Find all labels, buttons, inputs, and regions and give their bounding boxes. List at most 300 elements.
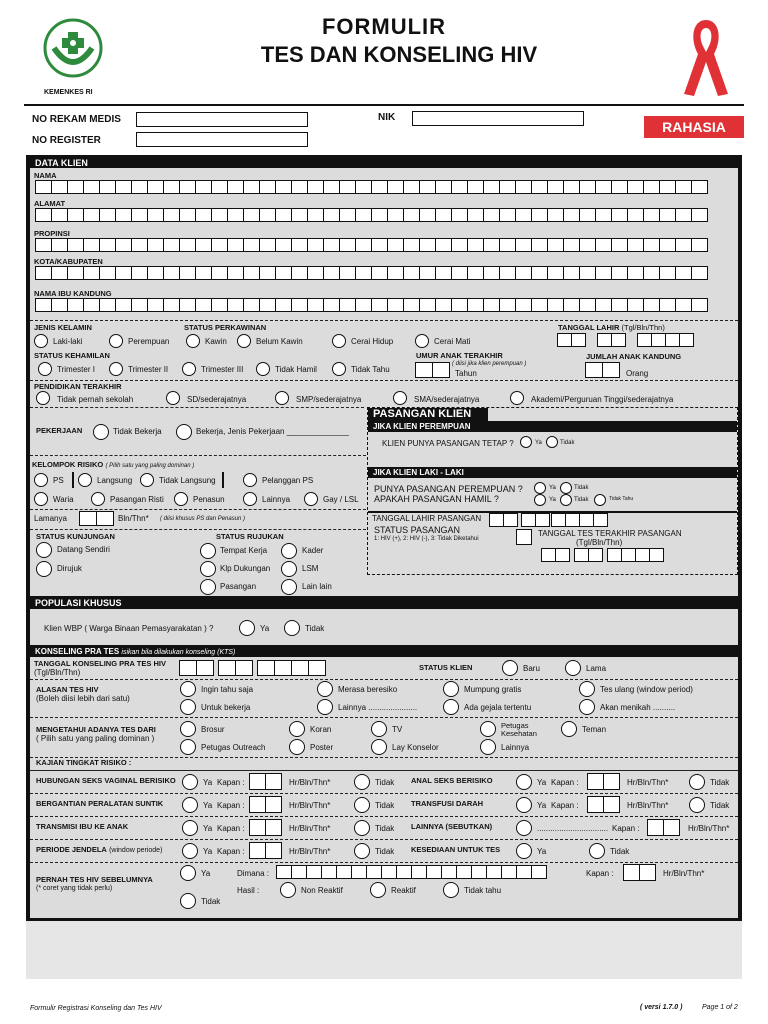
ref-ngo-label: LSM: [302, 564, 319, 573]
transfusion-no-label: Tidak: [710, 801, 730, 810]
window-label: [36, 846, 162, 854]
window-no-radio[interactable]: [354, 843, 370, 859]
job-yes-radio[interactable]: [176, 424, 192, 440]
client-status-label: STATUS KLIEN: [419, 663, 473, 672]
nik-input[interactable]: [412, 111, 584, 126]
anal-yes-label: Ya: [537, 778, 547, 787]
reason-other-label: Lainnya ......................: [338, 703, 418, 712]
anal-label: ANAL SEKS BERISIKO: [411, 776, 493, 785]
province-cells[interactable]: [36, 238, 708, 252]
divider: [30, 529, 366, 530]
has-partner-no-label: Tidak: [560, 440, 575, 446]
transfusion-when-cells[interactable]: [588, 796, 620, 813]
confidential-badge: [644, 116, 744, 138]
special-section-band: [30, 598, 738, 609]
footer-page: Page 1 of 2: [702, 1004, 738, 1011]
medical-record-label: NO REKAM MEDIS: [32, 114, 121, 125]
prev-test-unit: Hr/Bln/Thn*: [663, 869, 705, 878]
duration-unit: Bln/Thn*: [118, 514, 149, 523]
partner-dob-month-cells[interactable]: [522, 513, 550, 527]
vaginal-unit: Hr/Bln/Thn*: [289, 778, 331, 787]
duration-label: Lamanya: [34, 514, 67, 523]
children-label: JUMLAH ANAK KANDUNG: [586, 352, 682, 361]
source-label: MENGETAHUI ADANYA TES DARI: [36, 725, 156, 734]
source-poster-label: Poster: [310, 743, 334, 752]
visit-label: STATUS KUNJUNGAN: [36, 532, 115, 541]
prev-test-where-cells[interactable]: [277, 865, 547, 879]
reason-risky-radio[interactable]: [317, 681, 333, 697]
unmarried-label: Belum Kawin: [256, 337, 303, 346]
source-tv-label: TV: [392, 725, 403, 734]
mother-child-no-label: Tidak: [375, 824, 395, 833]
source-tv-radio[interactable]: [371, 721, 387, 737]
prev-test-no-radio[interactable]: [180, 893, 196, 909]
reason-curious-radio[interactable]: [180, 681, 196, 697]
source-other-radio[interactable]: [480, 739, 496, 755]
willing-no-label: Tidak: [610, 847, 630, 856]
married-radio[interactable]: [186, 334, 200, 348]
reason-free-radio[interactable]: [443, 681, 459, 697]
ref-support-radio[interactable]: [200, 561, 216, 577]
page-title-2: TES DAN KONSELING HIV: [260, 42, 538, 67]
trimester2-radio[interactable]: [109, 362, 123, 376]
reason-risky-label: Merasa beresiko: [338, 685, 398, 694]
risk-partner-label: Pasangan Risti: [110, 495, 164, 504]
gender-female-radio[interactable]: [109, 334, 123, 348]
header-rule: [24, 104, 744, 106]
risk-gay-radio[interactable]: [304, 492, 318, 506]
bottom-band: [26, 921, 742, 979]
prev-test-note: (* coret yang tidak perlu): [36, 885, 113, 892]
mother-name-cells[interactable]: [36, 298, 708, 312]
edu-smp-radio[interactable]: [275, 391, 289, 405]
partner-pregnant-unknown-label: Tidak Tahu: [609, 496, 634, 502]
partner-dob-cells[interactable]: [490, 513, 518, 527]
divider: [30, 679, 738, 680]
divider: [30, 380, 738, 381]
job-yes-label: Bekerja, Jenis Pekerjaan ______________: [196, 427, 350, 436]
transfusion-yes-label: Ya: [537, 801, 547, 810]
ref-cadre-label: Kader: [302, 546, 324, 555]
edu-sd-radio[interactable]: [166, 391, 180, 405]
pregnancy-unknown-label: Tidak Tahu: [351, 365, 390, 374]
result-dontknow-label: Tidak tahu: [464, 886, 502, 895]
source-brochure-label: Brosur: [201, 725, 225, 734]
female-partner-no-radio[interactable]: [560, 482, 572, 494]
client-old-label: Lama: [586, 664, 607, 673]
divorced-label: Cerai Hidup: [351, 337, 394, 346]
address-label: ALAMAT: [34, 199, 66, 208]
other-spec-when-label: Kapan :: [612, 824, 640, 833]
ref-workplace-radio[interactable]: [200, 543, 216, 559]
years-label: Tahun: [455, 369, 477, 378]
partner-dob-label: TANGGAL LAHIR PASANGAN: [372, 514, 482, 523]
anal-when-label: Kapan :: [551, 778, 579, 787]
mother-child-label: TRANSMISI IBU KE ANAK: [36, 822, 129, 831]
dob-month-cells[interactable]: [598, 333, 626, 347]
counseling-date-label: TANGGAL KONSELING PRA TES HIV: [34, 659, 166, 668]
source-newspaper-label: Koran: [310, 725, 332, 734]
reason-marry-label: Akan menikah ..........: [600, 703, 676, 712]
needle-yes-label: Ya: [203, 801, 213, 810]
red-ribbon-icon: [676, 14, 736, 100]
duration-note: ( diisi khusus PS dan Penasun ): [160, 516, 246, 522]
ref-cadre-radio[interactable]: [281, 543, 297, 559]
wbp-yes-label: Ya: [260, 624, 270, 633]
counseling-section-band: [30, 647, 738, 657]
marital-label: STATUS PERKAWINAN: [184, 323, 267, 332]
risk-indirect-label: Tidak Langsung: [159, 476, 216, 485]
mother-name-label: NAMA IBU KANDUNG: [34, 289, 112, 298]
children-cells[interactable]: [586, 362, 620, 378]
reason-symptom-radio[interactable]: [443, 699, 459, 715]
source-brochure-radio[interactable]: [180, 721, 196, 737]
footer-left: Formulir Registrasi Konseling dan Tes HIV: [30, 1005, 162, 1012]
vaginal-no-label: Tidak: [375, 778, 395, 787]
pregnancy-label: STATUS KEHAMILAN: [34, 351, 110, 360]
register-input[interactable]: [136, 132, 308, 147]
gender-female-label: Perempuan: [128, 337, 170, 346]
female-partner-no-label: Tidak: [574, 485, 589, 491]
partner-pregnant-unknown-radio[interactable]: [594, 494, 606, 506]
needle-unit: Hr/Bln/Thn*: [289, 801, 331, 810]
transfusion-yes-radio[interactable]: [516, 797, 532, 813]
partner-section-title: PASANGAN KLIEN: [373, 408, 472, 420]
partner-female-title: JIKA KLIEN PEREMPUAN: [373, 422, 471, 431]
risk-partner-radio[interactable]: [91, 492, 105, 506]
result-nonreactive-label: Non Reaktif: [301, 886, 343, 895]
divider: [30, 839, 738, 840]
prev-test-yes-label: Ya: [201, 869, 211, 878]
partner-pregnant-label: APAKAH PASANGAN HAMIL ?: [374, 494, 499, 504]
other-spec-unit: Hr/Bln/Thn*: [688, 824, 730, 833]
window-when-label: Kapan :: [217, 847, 245, 856]
address-cells-1[interactable]: [36, 208, 708, 222]
reason-curious-label: Ingin tahu saja: [201, 685, 254, 694]
willing-yes-radio[interactable]: [516, 843, 532, 859]
female-partner-yes-label: Ya: [549, 485, 556, 491]
duration-cells[interactable]: [80, 511, 114, 526]
anal-yes-radio[interactable]: [516, 774, 532, 790]
source-other-label: Lainnya: [501, 743, 530, 752]
reason-symptom-label: Ada gejala tertentu: [464, 703, 532, 712]
dob-year-cells[interactable]: [638, 333, 694, 347]
visit-referred-label: Dirujuk: [57, 564, 82, 573]
client-section-title: DATA KLIEN: [35, 158, 88, 168]
mother-child-yes-radio[interactable]: [182, 820, 198, 836]
partner-last-test-format: (Tgl/Bln/Thn): [576, 538, 623, 547]
not-pregnant-radio[interactable]: [256, 362, 270, 376]
window-unit: Hr/Bln/Thn*: [289, 847, 331, 856]
medical-record-input[interactable]: [136, 112, 308, 127]
anal-unit: Hr/Bln/Thn*: [627, 778, 669, 787]
trimester3-label: Trimester III: [201, 365, 244, 374]
prev-test-when-label: Kapan :: [586, 869, 614, 878]
prev-test-no-label: Tidak: [201, 897, 221, 906]
partner-last-test-label: TANGGAL TES TERAKHIR PASANGAN: [538, 529, 682, 538]
mother-child-when-label: Kapan :: [217, 824, 245, 833]
register-label: NO REGISTER: [32, 135, 101, 146]
divider: [30, 320, 738, 321]
window-no-label: Tidak: [375, 847, 395, 856]
source-health-worker-label: Petugas Kesehatan: [501, 721, 537, 739]
counseling-date-cells[interactable]: [180, 660, 326, 676]
source-counselor-radio[interactable]: [371, 739, 387, 755]
edu-academy-label: Akademi/Perguruan Tinggi/sederajatnya: [531, 395, 674, 404]
risk-other-label: Lainnya: [262, 495, 291, 504]
divider: [30, 757, 738, 758]
wbp-no-label: Tidak: [305, 624, 325, 633]
not-pregnant-label: Tidak Hamil: [275, 365, 317, 374]
special-section-title: POPULASI KHUSUS: [35, 598, 122, 608]
window-subtitle: (window periode): [109, 847, 163, 854]
risk-study-rule: [30, 770, 738, 771]
partner-status-input[interactable]: [516, 529, 532, 545]
willing-yes-label: Ya: [537, 847, 547, 856]
prev-test-label: PERNAH TES HIV SEBELUMNYA: [36, 875, 153, 884]
name-label: NAMA: [34, 171, 57, 180]
vaginal-yes-radio[interactable]: [182, 774, 198, 790]
partner-pregnant-yes-label: Ya: [549, 497, 556, 503]
visit-self-label: Datang Sendiri: [57, 545, 110, 554]
risk-customer-radio[interactable]: [243, 473, 257, 487]
unmarried-radio[interactable]: [237, 334, 251, 348]
divider: [30, 816, 738, 817]
gender-male-label: Laki-laki: [53, 337, 83, 346]
dob-label: [558, 324, 665, 332]
divider: [30, 793, 738, 794]
needle-when-cells[interactable]: [250, 796, 282, 813]
risk-direct-label: Langsung: [97, 476, 133, 485]
divider: [30, 407, 364, 408]
source-health-worker-radio[interactable]: [480, 721, 496, 737]
source-friend-label: Teman: [582, 725, 607, 734]
vaginal-no-radio[interactable]: [354, 774, 370, 790]
has-partner-yes-radio[interactable]: [520, 436, 532, 448]
client-new-radio[interactable]: [502, 660, 518, 676]
partner-pregnant-no-label: Tidak: [574, 497, 589, 503]
risk-ps-radio[interactable]: [34, 473, 48, 487]
result-nonreactive-radio[interactable]: [280, 882, 296, 898]
job-label: PEKERJAAN: [36, 426, 83, 435]
reason-work-label: Untuk bekerja: [201, 703, 251, 712]
married-label: Kawin: [205, 337, 227, 346]
reason-marry-radio[interactable]: [579, 699, 595, 715]
needle-when-label: Kapan :: [217, 801, 245, 810]
client-old-radio[interactable]: [565, 660, 581, 676]
risk-indirect-radio[interactable]: [140, 473, 154, 487]
widowed-label: Cerai Mati: [434, 337, 471, 346]
education-label: PENDIDIKAN TERAKHIR: [34, 382, 122, 391]
child-age-note: ( diisi jika klien perempuan ): [452, 361, 527, 367]
edu-sma-label: SMA/sederajatnya: [414, 395, 480, 404]
divider: [30, 717, 738, 718]
window-yes-radio[interactable]: [182, 843, 198, 859]
risk-gay-label: Gay / LSL: [323, 495, 359, 504]
partner-male-band: [368, 467, 737, 478]
has-partner-no-radio[interactable]: [546, 436, 558, 448]
divider: [30, 455, 366, 456]
divorced-radio[interactable]: [332, 334, 346, 348]
partner-pregnant-no-radio[interactable]: [560, 494, 572, 506]
mother-child-unit: Hr/Bln/Thn*: [289, 824, 331, 833]
edu-none-label: Tidak pernah sekolah: [57, 395, 134, 404]
divider: [30, 509, 366, 510]
job-none-label: Tidak Bekerja: [113, 427, 162, 436]
footer-version: ( versi 1.7.0 ): [640, 1004, 683, 1011]
partner-status-note: 1: HIV (+), 2: HIV (-), 3: Tidak Diketahui: [374, 536, 479, 542]
child-age-cells[interactable]: [416, 362, 450, 378]
source-outreach-radio[interactable]: [180, 739, 196, 755]
vaginal-yes-label: Ya: [203, 778, 213, 787]
transfusion-unit: Hr/Bln/Thn*: [627, 801, 669, 810]
anal-when-cells[interactable]: [588, 773, 620, 790]
needle-no-radio[interactable]: [354, 797, 370, 813]
result-reactive-radio[interactable]: [370, 882, 386, 898]
ref-partner-label: Pasangan: [220, 582, 257, 591]
widowed-radio[interactable]: [415, 334, 429, 348]
wbp-yes-radio[interactable]: [239, 620, 255, 636]
transfusion-label: TRANSFUSI DARAH: [411, 799, 484, 808]
prev-test-where-label: Dimana :: [237, 869, 270, 878]
partner-female-band: [368, 421, 737, 432]
partner-dob-year-cells[interactable]: [552, 513, 608, 527]
window-when-cells[interactable]: [250, 842, 282, 859]
risk-study-label: KAJIAN TINGKAT RISIKO :: [36, 758, 132, 767]
vaginal-when-cells[interactable]: [250, 773, 282, 790]
female-partner-yes-radio[interactable]: [534, 482, 546, 494]
anal-no-radio[interactable]: [689, 774, 705, 790]
risk-penasun-label: Penasun: [193, 495, 225, 504]
gender-male-radio[interactable]: [34, 334, 48, 348]
wbp-no-radio[interactable]: [284, 620, 300, 636]
reason-work-radio[interactable]: [180, 699, 196, 715]
page-title-1: FORMULIR: [321, 14, 447, 39]
transfusion-no-radio[interactable]: [689, 797, 705, 813]
edu-academy-radio[interactable]: [510, 391, 524, 405]
confidential-text: RAHASIA: [662, 119, 726, 135]
province-label: PROPINSI: [34, 229, 70, 238]
risk-direct-radio[interactable]: [78, 473, 92, 487]
name-cells[interactable]: [36, 180, 708, 194]
ref-ngo-radio[interactable]: [281, 561, 297, 577]
transfusion-when-label: Kapan :: [551, 801, 579, 810]
partner-male-title: JIKA KLIEN LAKI - LAKI: [373, 468, 464, 477]
edu-sma-radio[interactable]: [393, 391, 407, 405]
trimester2-label: Trimester II: [128, 365, 169, 374]
ref-partner-radio[interactable]: [200, 579, 216, 595]
ref-others-label: Lain lain: [302, 582, 332, 591]
risk-ps-label: PS: [53, 476, 64, 485]
source-poster-radio[interactable]: [289, 739, 305, 755]
trimester1-label: Trimester I: [57, 365, 95, 374]
source-newspaper-radio[interactable]: [289, 721, 305, 737]
risk-waria-radio[interactable]: [34, 492, 48, 506]
other-spec-radio[interactable]: [516, 820, 532, 836]
other-spec-when-cells[interactable]: [648, 819, 680, 836]
pregnancy-unknown-radio[interactable]: [332, 362, 346, 376]
source-note: ( Pilih satu yang paling dominan ): [36, 734, 155, 743]
prev-test-when-cells[interactable]: [624, 864, 656, 881]
risk-label: [32, 461, 194, 469]
partner-last-test-cells[interactable]: [542, 548, 664, 562]
divider: [30, 862, 738, 863]
needle-yes-radio[interactable]: [182, 797, 198, 813]
edu-smp-label: SMP/sederajatnya: [296, 395, 362, 404]
risk-penasun-radio[interactable]: [174, 492, 188, 506]
risk-title: KELOMPOK RISIKO: [32, 460, 104, 469]
vaginal-label: HUBUNGAN SEKS VAGINAL BERISIKO: [36, 776, 176, 785]
has-female-partner-label: PUNYA PASANGAN PEREMPUAN ?: [374, 484, 523, 494]
risk-waria-label: Waria: [53, 495, 74, 504]
has-partner-label: KLIEN PUNYA PASANGAN TETAP ?: [382, 439, 514, 448]
source-friend-radio[interactable]: [561, 721, 577, 737]
referral-label: STATUS RUJUKAN: [216, 532, 284, 541]
partner-status-label: STATUS PASANGAN: [374, 525, 461, 535]
reason-retest-label: Tes ulang (window period): [600, 685, 693, 694]
prev-test-yes-radio[interactable]: [180, 865, 196, 881]
wbp-label: Klien WBP ( Warga Binaan Pemasyarakatan ) ?: [44, 624, 214, 633]
counseling-date-format: (Tgl/Bln/Thn): [34, 668, 81, 677]
risk-note: ( Pilih satu yang paling dominan ): [105, 463, 195, 469]
source-counselor-label: Lay Konselor: [392, 743, 439, 752]
reason-note: (Boleh diisi lebih dari satu): [36, 694, 130, 703]
needle-no-label: Tidak: [375, 801, 395, 810]
other-spec-label: LAINNYA (SEBUTKAN): [411, 822, 493, 831]
reason-retest-radio[interactable]: [579, 681, 595, 697]
mother-child-when-cells[interactable]: [250, 819, 282, 836]
vaginal-when-label: Kapan :: [217, 778, 245, 787]
mother-child-no-radio[interactable]: [354, 820, 370, 836]
needle-label: BERGANTIAN PERALATAN SUNTIK: [36, 799, 164, 808]
nik-label: NIK: [378, 112, 396, 123]
trimester3-radio[interactable]: [182, 362, 196, 376]
window-yes-label: Ya: [203, 847, 213, 856]
dob-day-cells[interactable]: [558, 333, 586, 347]
ref-others-radio[interactable]: [281, 579, 297, 595]
trimester1-radio[interactable]: [38, 362, 52, 376]
window-title: PERIODE JENDELA: [36, 845, 107, 854]
edu-none-radio[interactable]: [36, 391, 50, 405]
counseling-section-title: KONSELING PRA TES: [35, 647, 120, 656]
partner-section-band: [368, 408, 488, 421]
reason-free-label: Mumpung gratis: [464, 685, 522, 694]
city-cells[interactable]: [36, 266, 708, 280]
city-label: KOTA/KABUPATEN: [34, 257, 103, 266]
reason-other-radio[interactable]: [317, 699, 333, 715]
has-partner-yes-label: Ya: [535, 440, 542, 446]
willing-no-radio[interactable]: [589, 843, 605, 859]
mother-child-yes-label: Ya: [203, 824, 213, 833]
prev-test-result-label: Hasil :: [237, 886, 260, 895]
risk-other-radio[interactable]: [243, 492, 257, 506]
people-label: Orang: [626, 369, 649, 378]
result-dontknow-radio[interactable]: [443, 882, 459, 898]
visit-referred-radio[interactable]: [36, 561, 52, 577]
partner-pregnant-yes-radio[interactable]: [534, 494, 546, 506]
risk-customer-label: Pelanggan PS: [262, 476, 314, 485]
dob-title: TANGGAL LAHIR: [558, 323, 620, 332]
gender-label: JENIS KELAMIN: [34, 323, 92, 332]
anal-no-label: Tidak: [710, 778, 730, 787]
job-none-radio[interactable]: [93, 424, 109, 440]
client-new-label: Baru: [523, 664, 540, 673]
counseling-section-note: isikan bila dilakukan konseling (KTS): [121, 649, 236, 656]
visit-self-radio[interactable]: [36, 542, 52, 558]
source-outreach-label: Petugas Outreach: [201, 743, 266, 752]
reason-label: ALASAN TES HIV: [36, 685, 99, 694]
ref-workplace-label: Tempat Kerja: [220, 546, 268, 555]
